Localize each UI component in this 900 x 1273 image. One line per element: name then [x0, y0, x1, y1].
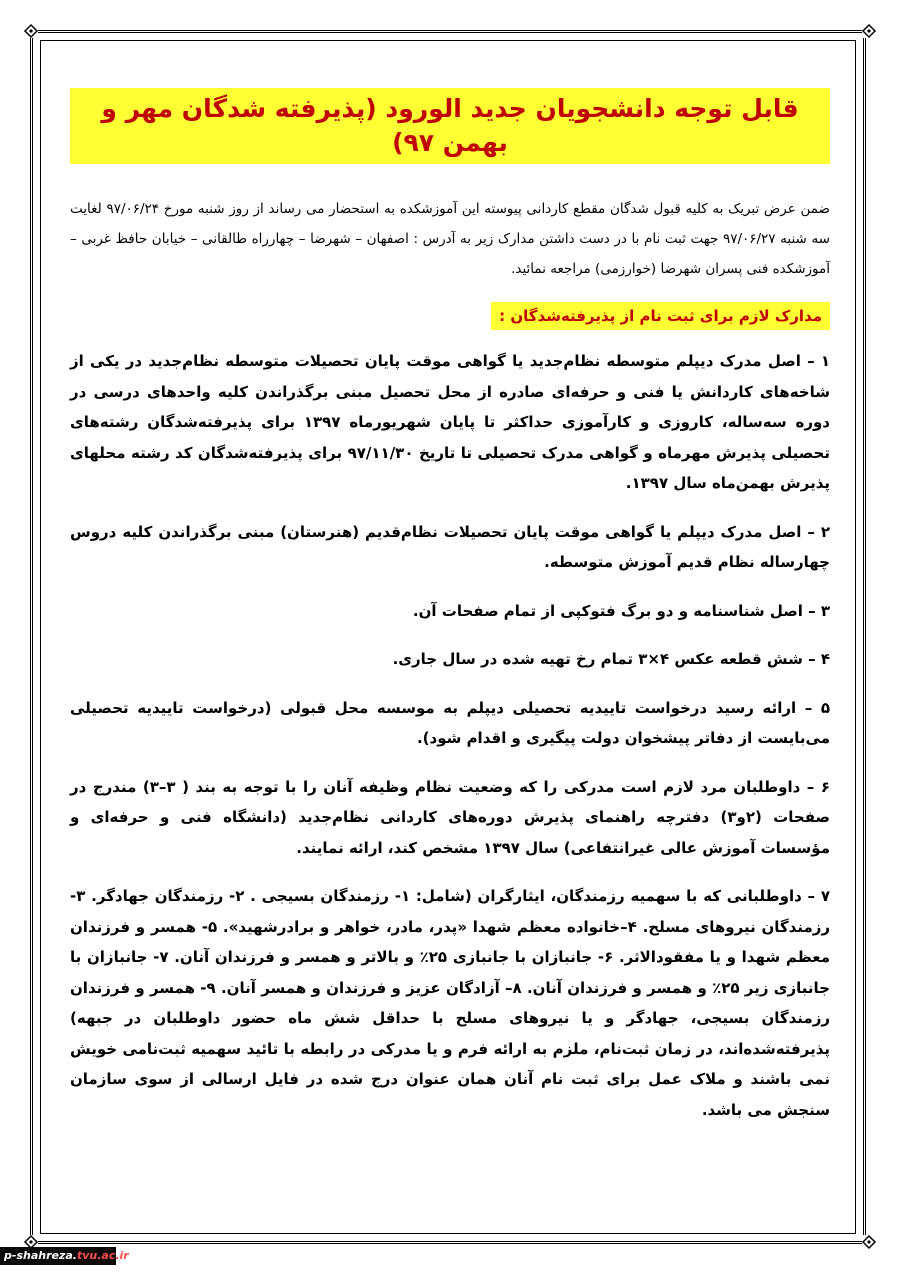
site-domain: tvu.ac.ir	[76, 1249, 129, 1262]
requirement-item: ۴ – شش قطعه عکس ۴×۳ تمام رخ تهیه شده در سال جاری.	[392, 650, 830, 668]
subtitle-block	[70, 302, 830, 330]
requirement-item: ۵ – ارائه رسید درخواست تاییدیه تحصیلی دیپلم به موسسه محل قبولی (درخواست تاییدیه تحصیلی می‌بایست از دفاتر پیشخوان دولت پیگیری و اقدام شود).	[70, 698, 830, 747]
title-block	[70, 88, 830, 164]
required-documents-heading: مدارک لازم برای ثبت نام از پذیرفته‌شدگان :	[491, 302, 830, 330]
requirement-item: ۲ – اصل مدرک دیپلم یا گواهی موقت پایان تحصیلات نظام‌قدیم (هنرستان) مبنی برگذراندن کلیه دروس چهارساله نظام قدیم آموزش متوسطه.	[70, 522, 830, 571]
document-title: قابل توجه دانشجویان جدید الورود (پذیرفته شدگان مهر و بهمن ۹۷)	[70, 88, 830, 164]
intro-paragraph: ضمن عرض تبریک به کلیه قبول شدگان مقطع کاردانی پیوسته این آموزشکده به استحضار می رساند از روز شنبه مورخ ۹۷/۰۶/۲۴ لغایت سه شنبه ۹۷/۰۶/۲۷ جهت ثبت نام با در دست داشتن مدارک زیر به آدرس : اصفهان – شهرضا – چهارراه طالقانی – خیابان حافظ غربی – آموزشکده فنی پسران شهرضا (خوارزمی) مراجعه نمائید.	[70, 201, 830, 277]
requirements-list	[70, 346, 830, 1125]
site-prefix: p-shahreza.	[4, 1249, 77, 1262]
document-body	[70, 60, 830, 1143]
requirement-item: ۷ – داوطلبانی که با سهمیه رزمندگان، ایثارگران (شامل: ۱- رزمندگان بسیجی . ۲- رزمندگان جهادگر. ۳- رزمندگان نیروهای مسلح. ۴–خانواده معظم شهدا «پدر، مادر، خواهر و برادرشهید». ۵- همسر و فرزندان معظم شهدا و یا مفقودالاثر. ۶- جانبازان با جانبازی ۲۵٪ و بالاتر و همسر و فرزندان آنان. ۷- جانبازان با جانبازی زیر ۲۵٪ و همسر و فرزندان آنان. ۸– آزادگان عزیز و فرزندان و همسر آنان. ۹- همسر و فرزندان رزمندگان بسیجی، جهادگر و یا نیروهای مسلح با حداقل شش ماه حضور داوطلبان در جبهه) پذیرفته‌شده‌اند، در زمان ثبت‌نام، ملزم به ارائه فرم و یا مدرکی در رابطه با تائید سهمیه ثبت‌نامی خویش نمی باشند و ملاک عمل برای ثبت نام آنان همان عنوان درج شده در فایل ارسالی از سوی سازمان سنجش می باشد.	[70, 887, 831, 1119]
requirement-item: ۱ – اصل مدرک دیپلم متوسطه نظام‌جدید یا گواهی موقت پایان تحصیلات متوسطه نظام‌جدید در یکی از شاخه‌های کاردانش یا فنی و حرفه‌ای صادره از محل تحصیل مبنی برگذراندن کلیه واحدهای درسی در دوره سه‌ساله، کاروزی و کارآموزی حداکثر تا پایان شهریورماه ۱۳۹۷ برای پذیرفته‌شدگان رشته‌های تحصیلی پذیرش مهرماه و گواهی مدرک تحصیلی تا تاریخ ۹۷/۱۱/۳۰ برای پذیرفته‌شدگان کد رشته محلهای پذیرش بهمن‌ماه سال ۱۳۹۷.	[70, 352, 830, 492]
site-watermark[interactable]	[0, 1247, 129, 1265]
requirement-item: ۳ – اصل شناسنامه و دو برگ فتوکپی از تمام صفحات آن.	[412, 601, 830, 620]
corner-ornament-icon	[24, 24, 38, 38]
corner-ornament-icon	[862, 1235, 876, 1249]
requirement-item: ۶ – داوطلبان مرد لازم است مدرکی را که وضعیت نظام وظیفه آنان را با توجه به بند ( ۳–۳) مندرج در صفحات (۲و۳) دفترچه راهنمای پذیرش دوره‌های کاردانی نظام‌جدید (دانشگاه فنی و حرفه‌ای و مؤسسات آموزش عالی غیرانتفاعی) سال ۱۳۹۷ مشخص کند، ارائه نمایند.	[70, 777, 830, 857]
corner-ornament-icon	[862, 24, 876, 38]
